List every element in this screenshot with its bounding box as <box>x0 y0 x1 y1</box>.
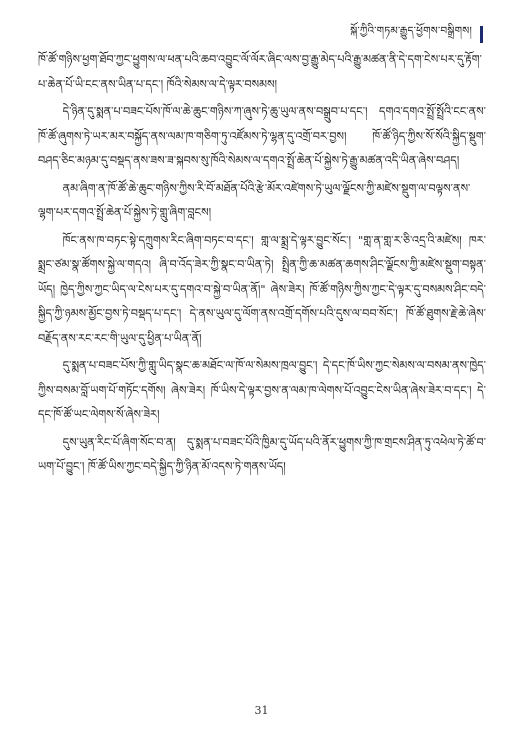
header-rule-bar <box>480 26 483 43</box>
running-header <box>350 20 483 49</box>
paragraph-6: དུས་ཡུན་རིང་པོ་ཞིག་སོང་བ་ན། དུ་སྨན་པ་བཟང་པོའི་ཁྱིམ་དུ་ཡོད་པའི་ནོར་ཕྱུགས་ཀྱི་ཁ་གྲངས་ཤིན་ཏུ་འཕེལ་ཏེ་ཚོ་བ་ཡག་པོ་བྱུང་། ཁོ་ཚོ་ཡིས་ཀྱང་བདེ་སྐྱིད་ཀྱི་ཉིན་མོ་འདས་ཏེ་གནས་ཡོད། <box>38 435 486 473</box>
running-header-title: སྐོ་ཀྱིའི་གཏམ་རྒྱུད་ཕྱོགས་བསྒྲིགས། <box>350 25 472 37</box>
paragraph-4: ཁོང་ནས་ཁ་བཏང་སྟེ་དཀྲུགས་རིང་ཞིག་བཏང་བ་དང་། གླ་ལ་སྨྲ་དེ་ལྟར་བྱུང་སོང་། "གླ་ན་གླ་ར་ཅི་འདྲ་འི་མཛེས། ཁར་སྨྲང་ཙམ་སྣ་ཚོགས་སྐྱེ་ལ་གདའ། ཞི་བ་འོད་ཟེར་ཀྱི་སྣང་བ་ཡིན་ཏེ། སྤྲིན་ཀྱི་ཆ་མཚན་ཆགས་ཤིང་ལྗོངས་ཀྱི་མཛེས་སྡུག་བསྟན་ཡོད། ཁྱེད་ཀྱིས་ཀྱང་ཡིད་ལ་ངེས་པར་དུ་དགའ་བ་སྐྱེ་བ་ཡིན་ནོ།" ཞེས་ཟེར། ཁོ་ཚོ་གཉིས་ཀྱིས་ཀྱང་དེ་ལྟར་དུ་བསམས་ཤིང་བདེ་སྐྱིད་ཀྱི་ཉམས་མྱོང་བྱས་ཏེ་བསྡད་པ་དང་། དེ་ནས་ཡུལ་དུ་ལོག་ནས་འགྲོ་དགོས་པའི་དུས་ལ་བབ་སོང་། ཁོ་ཚོ་ཐུགས་རྗེ་ཆེ་ཞེས་བརྗོད་ནས་རང་རང་གི་ཡུལ་དུ་ཕྱིན་པ་ཡིན་ནོ། <box>38 233 486 345</box>
paragraph-1: ཁོ་ཚོ་གཉིས་ཕྱག་ཐོབ་ཀྱང་ཕྱུགས་ལ་ཕན་པའི་ཆབ་འབྱུང་ལོ་ལོར་ཞིང་ལས་བྱ་རྒྱུ་མེད་པའི་རྒྱུ་མཚན་ནི་དེ་དག་ངེས་པར་དུ་རྟོག་པ་ཆེན་པོ་ཡི་ངང་ནས་ཡིན་པ་དང་། ཁོའི་སེམས་ལ་དེ་ལྟར་བསམས། <box>38 53 482 91</box>
paragraph-5: དུ་སྨན་པ་བཟང་པོས་ཀྱི་གླུ་ཡིད་སྣང་ཆ་མཐོང་ལ་ཁོ་ལ་སེམས་ཁྲལ་བྱུང་། དེ་དང་ཁོ་ཡིས་ཀྱང་སེམས་ལ་བསམ་ནས་ཁྱེད་ཀྱིས་བསམ་བློ་ཡག་པོ་གཏོང་དགོས། ཞེས་ཟེར། ཁོ་ཡིས་དེ་ལྟར་བྱས་ན་ལམ་ཁ་ལེགས་པོ་འབྱུང་ངེས་ཡིན་ཞེས་ཟེར་བ་དང་། དེ་དང་ཁོ་ཚོ་ཡང་ལེགས་སོ་ཞེས་ཟེར། <box>38 359 486 421</box>
main-text <box>38 48 486 480</box>
paragraph-2: དེ་ཉིན་དུ་སྨན་པ་བཟང་པོས་ཁོ་ལ་ཆེ་ཆུང་གཉིས་ཀ་ཞུས་ཏེ་ཆུ་ཡུལ་ནས་བསྒྲུབ་པ་དང་། དགའ་དགའ་སྤྲོ་སྤྲོའི་ངང་ནས་ཁོ་ཚོ་ཞུགས་ཏེ་ཡར་མར་བསྐྱོད་ནས་ལམ་ཁ་གཅིག་ཏུ་འཛོམས་ཏེ་ལྷན་དུ་འགྲོ་བར་བྱས། ཁོ་ཚོ་ཉིད་ཀྱིས་སོ་སོའི་སྐྱིད་སྡུག་བཤད་ཅིང་མཉམ་དུ་བསྡད་ནས་ཟས་ཟ་སྐབས་སུ་ཁོའི་སེམས་ལ་དགའ་སྤྲོ་ཆེན་པོ་སྐྱེས་ཏེ་རྒྱུ་མཚན་འདི་ཡིན་ཞེས་བཤད། <box>38 105 486 167</box>
paragraph-3: ནམ་ཞིག་ན་ཁོ་ཚོ་ཆེ་ཆུང་གཉིས་ཀྱིས་རི་བོ་མཐོན་པོའི་རྩེ་མོར་འཛེགས་ཏེ་ཡུལ་ལྗོངས་ཀྱི་མཛེས་སྡུག་ལ་བལྟས་ནས་ལྷག་པར་དགའ་སྤྲོ་ཆེན་པོ་སྐྱེས་ཏེ་གླུ་ཞིག་བླངས། <box>38 181 471 219</box>
page-number: 31 <box>254 704 269 717</box>
